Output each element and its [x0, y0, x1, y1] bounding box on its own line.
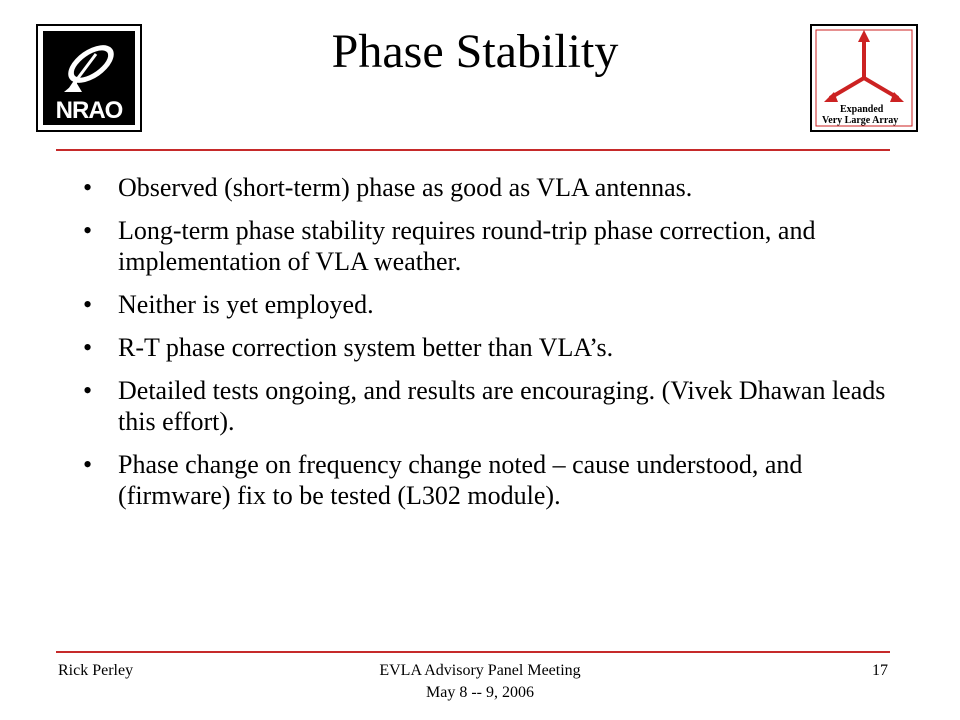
- bullet-list: [83, 172, 913, 523]
- bullet-item: [83, 332, 913, 363]
- bullet-text: R-T phase correction system better than VLA’s.: [118, 333, 614, 362]
- bullet-text: Observed (short-term) phase as good as VLA antennas.: [118, 173, 693, 202]
- nrao-logo: [36, 24, 142, 132]
- footer-divider: [56, 651, 890, 653]
- bullet-text: Phase change on frequency change noted – cause understood, and (firmware) fix to be tested (L302 module).: [118, 450, 803, 510]
- bullet-item: [83, 215, 913, 277]
- bullet-dot-icon: •: [83, 376, 93, 405]
- title-divider: [56, 149, 890, 151]
- slide-title: Phase Stability: [331, 25, 619, 78]
- evla-logo-line-2: Very Large Array: [822, 115, 899, 126]
- bullet-dot-icon: •: [83, 450, 93, 479]
- footer-meeting: [300, 660, 660, 704]
- bullet-dot-icon: •: [83, 333, 93, 362]
- bullet-item: [83, 289, 913, 320]
- bullet-item: [83, 449, 913, 511]
- footer-meeting-name: EVLA Advisory Panel Meeting: [379, 662, 581, 679]
- bullet-item: [83, 172, 913, 203]
- evla-logo: [810, 24, 918, 132]
- footer-author: Rick Perley: [58, 662, 134, 679]
- page-number: 17: [872, 662, 888, 679]
- bullet-text: Detailed tests ongoing, and results are encouraging. (Vivek Dhawan leads this effort).: [118, 376, 886, 436]
- evla-logo-line-1: Expanded: [840, 104, 884, 115]
- nrao-logo-text: NRAO: [55, 97, 123, 124]
- bullet-text: Neither is yet employed.: [118, 290, 374, 319]
- bullet-dot-icon: •: [83, 173, 93, 202]
- bullet-text: Long-term phase stability requires round-trip phase correction, and implementation of VLA weather.: [118, 216, 816, 276]
- footer-meeting-date: May 8 -- 9, 2006: [426, 684, 534, 701]
- bullet-dot-icon: •: [83, 216, 93, 245]
- bullet-item: [83, 375, 913, 437]
- bullet-dot-icon: •: [83, 290, 93, 319]
